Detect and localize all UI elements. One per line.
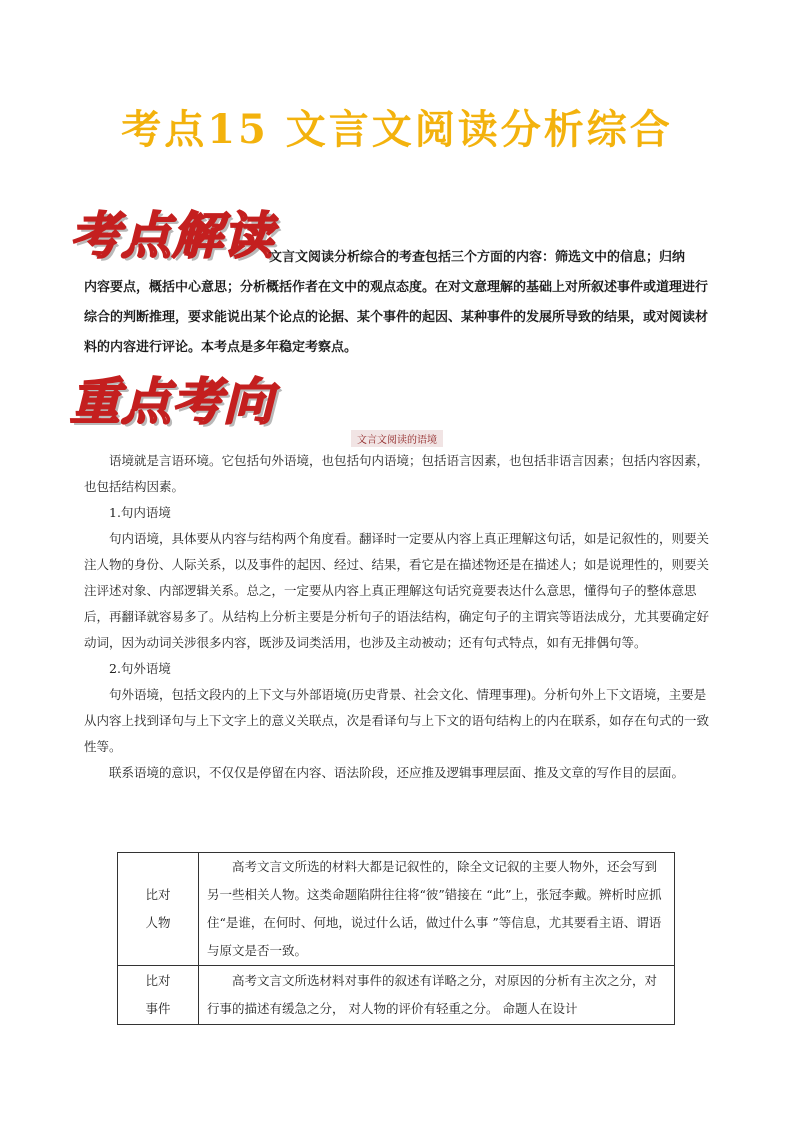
table-row-label: 比对 事件 xyxy=(118,966,199,1025)
table-row-content: 高考文言文所选材料对事件的叙述有详略之分，对原因的分析有主次之分，对行事的描述有缓急之分， 对人物的评价有轻重之分。 命题人在设计 xyxy=(199,966,675,1025)
subheading-wrapper xyxy=(0,428,794,447)
intro-first-line: 文言文阅读分析综合的考查包括三个方面的内容：筛选文中的信息；归纳 xyxy=(269,250,686,265)
intro-paragraph xyxy=(84,243,716,363)
body-paragraph: 联系语境的意识，不仅仅是停留在内容、语法阶段，还应推及逻辑事理层面、推及文章的写作目的层面。 xyxy=(109,765,685,780)
section-banner-kaodian-jiedu: 考点解读 xyxy=(70,207,274,265)
comparison-table xyxy=(117,852,675,1025)
body-paragraph: 语境就是言语环境。它包括句外语境，也包括句内语境；包括语言因素，也包括非语言因素；包括内容因素，也包括结构因素。 xyxy=(84,453,710,494)
section-banner-zhongdian-kaoxiang: 重点考向 xyxy=(70,373,274,431)
body-paragraph: 句内语境，具体要从内容与结构两个角度看。翻译时一定要从内容上真正理解这句话，如是记叙性的，则要关注人物的身份、人际关系，以及事件的起因、经过、结果，看它是在描述物还是在描述人；如是说理性的，则要关注评述对象、内部逻辑关系。总之，一定要从内容上真正理解这句话究竟要表达什么意思，懂得句子的整体意思后，再翻译就容易多了。从结构上分析主要是分析句子的语法结构，确定句子的主谓宾等语法成分，尤其要确定好动词，因为动词关涉很多内容，既涉及词类活用，也涉及主动被动；还有句式特点，如有无排偶句等。 xyxy=(84,531,710,650)
table-row xyxy=(118,853,675,966)
body-paragraph: 句外语境，包括文段内的上下文与外部语境(历史背景、社会文化、情理事理)。分析句外上下文语境，主要是从内容上找到译句与上下文字上的意义关联点，次是看译句与上下文的语句结构上的内在联系，如存在句式的一致性等。 xyxy=(84,687,710,754)
subheading: 文言文阅读的语境 xyxy=(351,430,443,447)
table-row-label: 比对 人物 xyxy=(118,853,199,966)
body-text xyxy=(84,448,712,786)
body-subheading-1: 1.句内语境 xyxy=(109,505,171,520)
table-row xyxy=(118,966,675,1025)
intro-rest: 内容要点，概括中心意思；分析概括作者在文中的观点态度。在对文意理解的基础上对所叙述事件或道理进行综合的判断推理，要求能说出某个论点的论据、某个事件的起因、某种事件的发展所导致的结果，或对阅读材料的内容进行评论。本考点是多年稳定考察点。 xyxy=(84,280,709,355)
page-title: 考点15 文言文阅读分析综合 xyxy=(121,106,673,153)
body-subheading-2: 2.句外语境 xyxy=(109,661,171,676)
table-row-content: 高考文言文所选的材料大都是记叙性的，除全文记叙的主要人物外，还会写到另一些相关人物。这类命题陷阱往往将“彼”错接在 “此”上，张冠李戴。辨析时应抓住“是谁，在何时、何地，说过什么话，做过什么事 ”等信息，尤其要看主语、谓语与原文是否一致。 xyxy=(199,853,675,966)
